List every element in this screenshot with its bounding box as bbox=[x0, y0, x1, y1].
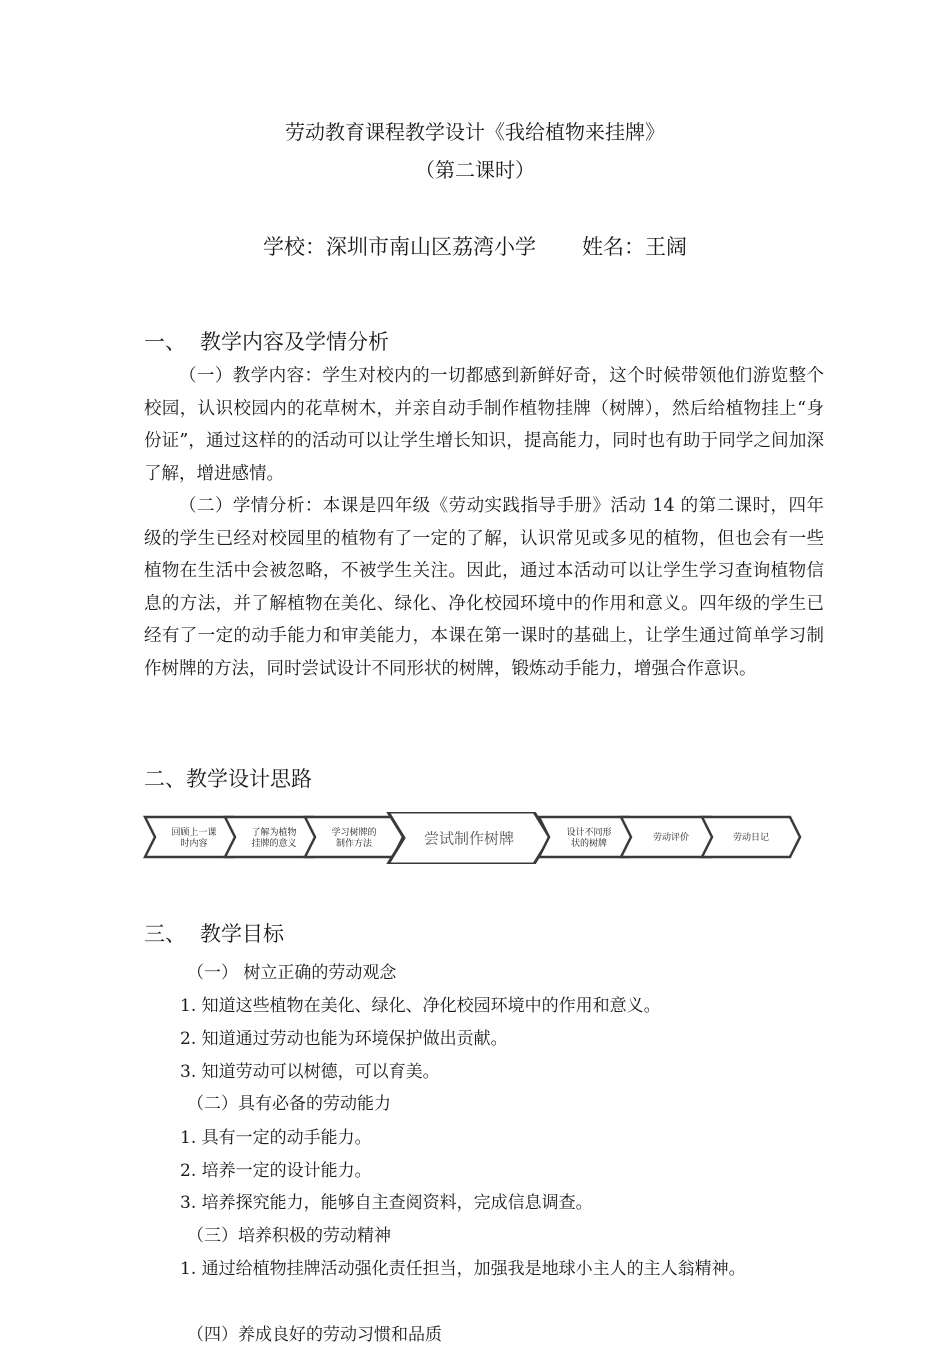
section3-heading bbox=[144, 918, 284, 948]
flow-step-5-label-2: 状的树牌 bbox=[570, 839, 608, 849]
document-title: 劳动教育课程教学设计《我给植物来挂牌》 bbox=[285, 120, 665, 144]
section2-heading: 二、教学设计思路 bbox=[144, 767, 312, 791]
goal4-title: （四）养成良好的劳动习惯和品质 bbox=[187, 1325, 442, 1345]
goal2-item-3: 3. 培养探究能力，能够自主查阅资料，完成信息调查。 bbox=[180, 1193, 593, 1213]
goal1-item-2: 2. 知道通过劳动也能为环境保护做出贡献。 bbox=[180, 1029, 508, 1049]
goal2-item-1: 1. 具有一定的动手能力。 bbox=[180, 1128, 372, 1148]
student-analysis-paragraph: （二）学情分析：本课是四年级《劳动实践指导手册》活动 14 的第二课时，四年级的学生已经对校园里的植物有了一定的了解，认识常见或多见的植物，但也会有一些植物在生活中会被忽略，不被学生关注。因此，通过本活动可以让学生学习查询植物信息的方法，并了解植物在美化、绿化、净化校园环境中的作用和意义。四年级的学生已经有了一定的动手能力和审美能力，本课在第一课时的基础上，让学生通过简单学习制作树牌的方法，同时尝试设计不同形状的树牌，锻炼动手能力，增强合作意识。 bbox=[144, 496, 824, 679]
section1-number: 一、 bbox=[144, 330, 186, 354]
section1-heading bbox=[144, 326, 389, 356]
flow-step-3-label-1: 学习树牌的 bbox=[331, 828, 377, 838]
lesson-period: （第二课时） bbox=[415, 158, 535, 182]
school-name: 学校：深圳市南山区荔湾小学 bbox=[263, 235, 536, 259]
flow-step-6-label-1: 劳动评价 bbox=[652, 833, 690, 844]
section3-number: 三、 bbox=[144, 922, 186, 946]
goal1-title: （一） 树立正确的劳动观念 bbox=[187, 963, 397, 983]
goal2-title: （二）具有必备的劳动能力 bbox=[187, 1094, 391, 1114]
design-flow-chart bbox=[143, 812, 803, 864]
goal1-item-3: 3. 知道劳动可以树德，可以育美。 bbox=[180, 1062, 440, 1082]
goal1-item-1: 1. 知道这些植物在美化、绿化、净化校园环境中的作用和意义。 bbox=[180, 996, 661, 1016]
flow-step-4-label-1: 尝试制作树牌 bbox=[423, 829, 515, 848]
flow-step-2-label-1: 了解为植物 bbox=[251, 828, 297, 838]
flow-step-2-label-2: 挂牌的意义 bbox=[251, 839, 297, 849]
section3-title: 教学目标 bbox=[200, 922, 284, 946]
author-line bbox=[0, 231, 950, 261]
flow-step-1-label-1: 回顾上一课 bbox=[171, 828, 217, 838]
teacher-name: 姓名：王阔 bbox=[582, 235, 687, 259]
goal2-item-2: 2. 培养一定的设计能力。 bbox=[180, 1161, 372, 1181]
section1-body bbox=[144, 360, 824, 685]
flow-step-1-label-2: 时内容 bbox=[180, 839, 208, 849]
goal3-title: （三）培养积极的劳动精神 bbox=[187, 1226, 391, 1246]
flow-step-7-label-1: 劳动日记 bbox=[732, 833, 770, 844]
goal3-item-1: 1. 通过给植物挂牌活动强化责任担当，加强我是地球小主人的主人翁精神。 bbox=[180, 1259, 746, 1279]
flow-step-3-label-2: 制作方法 bbox=[335, 839, 373, 849]
flow-step-5-label-1: 设计不同形 bbox=[566, 828, 612, 838]
section1-title: 教学内容及学情分析 bbox=[200, 330, 389, 354]
teaching-content-paragraph: （一）教学内容：学生对校内的一切都感到新鲜好奇，这个时候带领他们游览整个校园，认识校园内的花草树木，并亲自动手制作植物挂牌（树牌），然后给植物挂上“身份证”，通过这样的的活动可以让学生增长知识，提高能力，同时也有助于同学之间加深了解，增进感情。 bbox=[144, 366, 824, 484]
